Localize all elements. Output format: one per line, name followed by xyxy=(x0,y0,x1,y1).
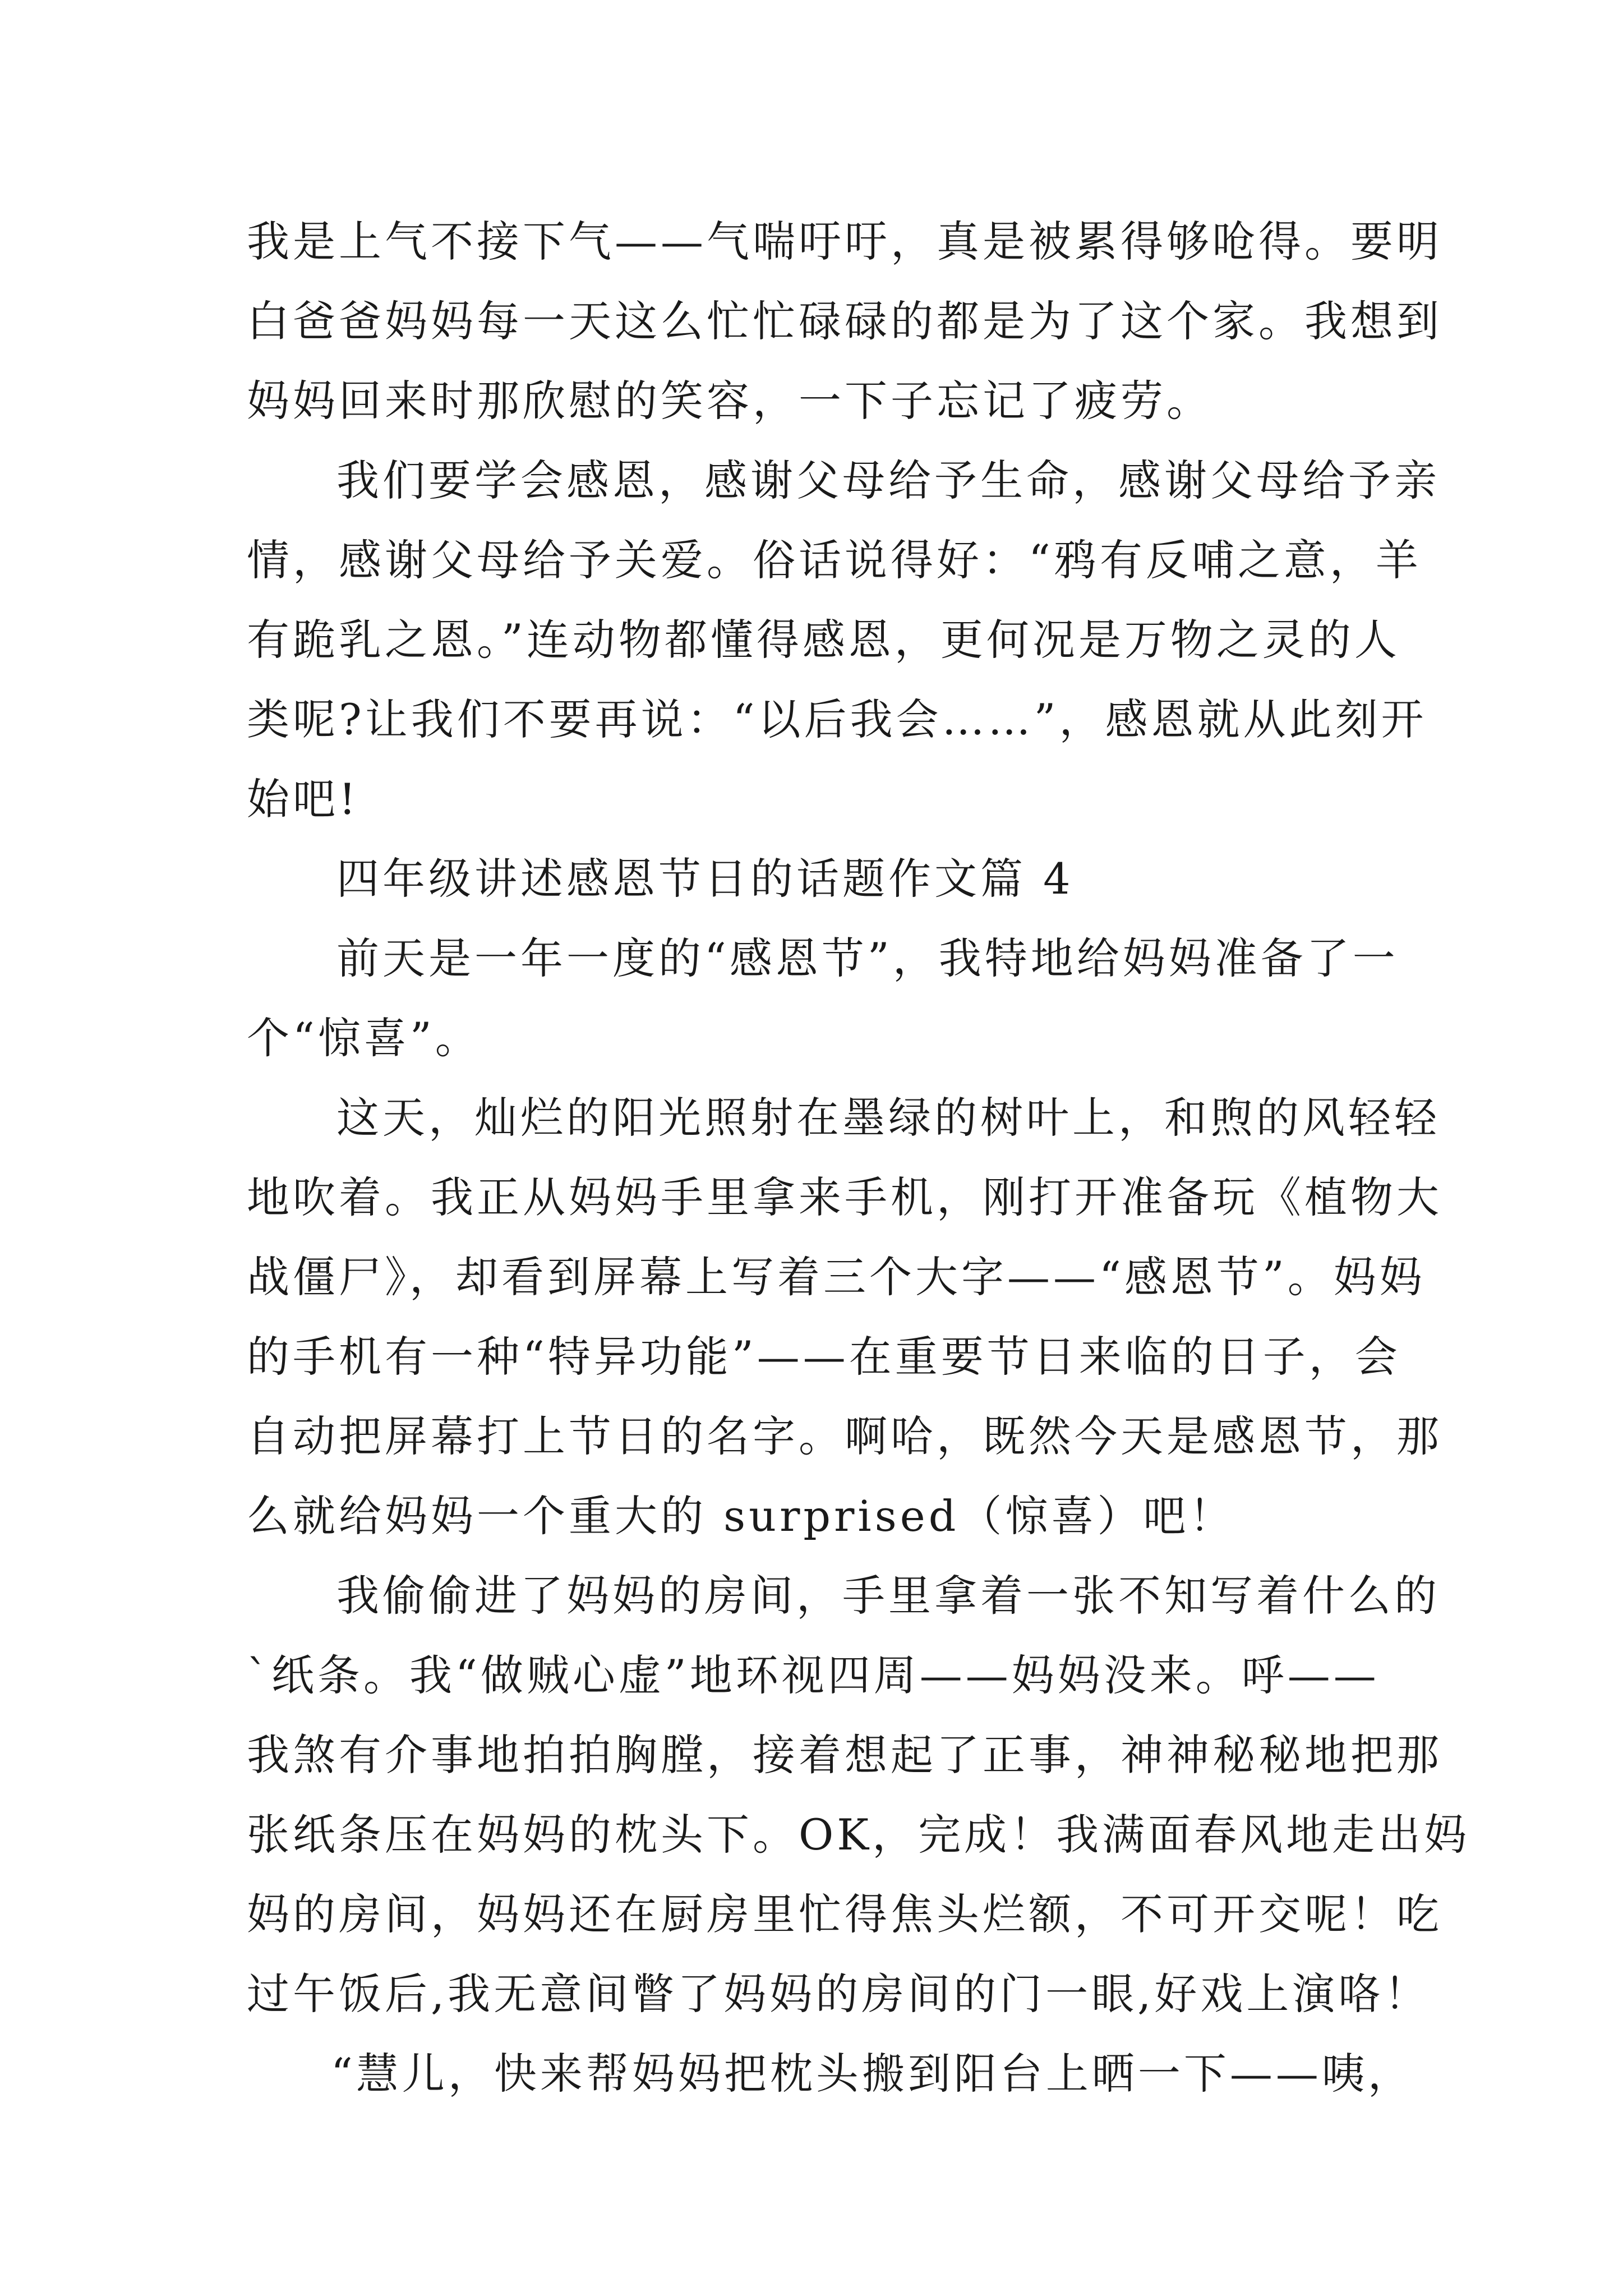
section-heading: 四年级讲述感恩节日的话题作文篇 4 xyxy=(336,854,1074,904)
paragraph-first-line: 我们要学会感恩，感谢父母给予生命，感谢父母给予亲 xyxy=(336,455,1440,505)
text-line: 妈妈回来时那欣慰的笑容，一下子忘记了疲劳。 xyxy=(247,376,1212,426)
paragraph-first-line: 这天，灿烂的阳光照射在墨绿的树叶上，和煦的风轻轻 xyxy=(336,1093,1440,1143)
paragraph-first-line: “慧儿，快来帮妈妈把枕头搬到阳台上晒一下——咦， xyxy=(331,2049,1414,2099)
text-line: 么就给妈妈一个重大的 surprised（惊喜）吧！ xyxy=(247,1491,1235,1541)
paragraph-first-line: 我偷偷进了妈妈的房间，手里拿着一张不知写着什么的 xyxy=(336,1571,1440,1621)
text-line: `纸条。我“做贼心虚”地环视四周——妈妈没来。呼—— xyxy=(247,1650,1380,1700)
document-body xyxy=(247,202,1470,2114)
text-line: 个“惊喜”。 xyxy=(247,1013,481,1063)
text-line: 的手机有一种“特异功能”——在重要节日来临的日子，会 xyxy=(247,1332,1401,1382)
text-line: 始吧! xyxy=(247,774,359,824)
text-line: 类呢?让我们不要再说：“以后我会……”，感恩就从此刻开 xyxy=(247,694,1427,744)
text-line: 我是上气不接下气——气喘吁吁，真是被累得够呛得。要明 xyxy=(247,217,1442,266)
text-line: 白爸爸妈妈每一天这么忙忙碌碌的都是为了这个家。我想到 xyxy=(247,296,1442,346)
text-line: 战僵尸》，却看到屏幕上写着三个大字——“感恩节”。妈妈 xyxy=(247,1252,1426,1302)
text-line: 过午饭后,我无意间瞥了妈妈的房间的门一眼,好戏上演咯！ xyxy=(247,1969,1431,2019)
text-line: 有跪乳之恩。”连动物都懂得感恩，更何况是万物之灵的人 xyxy=(247,615,1400,665)
paragraph-first-line: 前天是一年一度的“感恩节”，我特地给妈妈准备了一 xyxy=(336,933,1399,983)
text-line: 地吹着。我正从妈妈手里拿来手机，刚打开准备玩《植物大 xyxy=(247,1172,1442,1222)
text-line: 情，感谢父母给予关爱。俗话说得好：“鸦有反哺之意，羊 xyxy=(247,535,1422,585)
text-line: 自动把屏幕打上节日的名字。啊哈，既然今天是感恩节，那 xyxy=(247,1411,1442,1461)
text-line: 我煞有介事地拍拍胸膛，接着想起了正事，神神秘秘地把那 xyxy=(247,1730,1442,1780)
text-line: 妈的房间，妈妈还在厨房里忙得焦头烂额，不可开交呢！吃 xyxy=(247,1889,1442,1939)
text-line: 张纸条压在妈妈的枕头下。OK，完成！我满面春风地走出妈 xyxy=(247,1810,1470,1860)
